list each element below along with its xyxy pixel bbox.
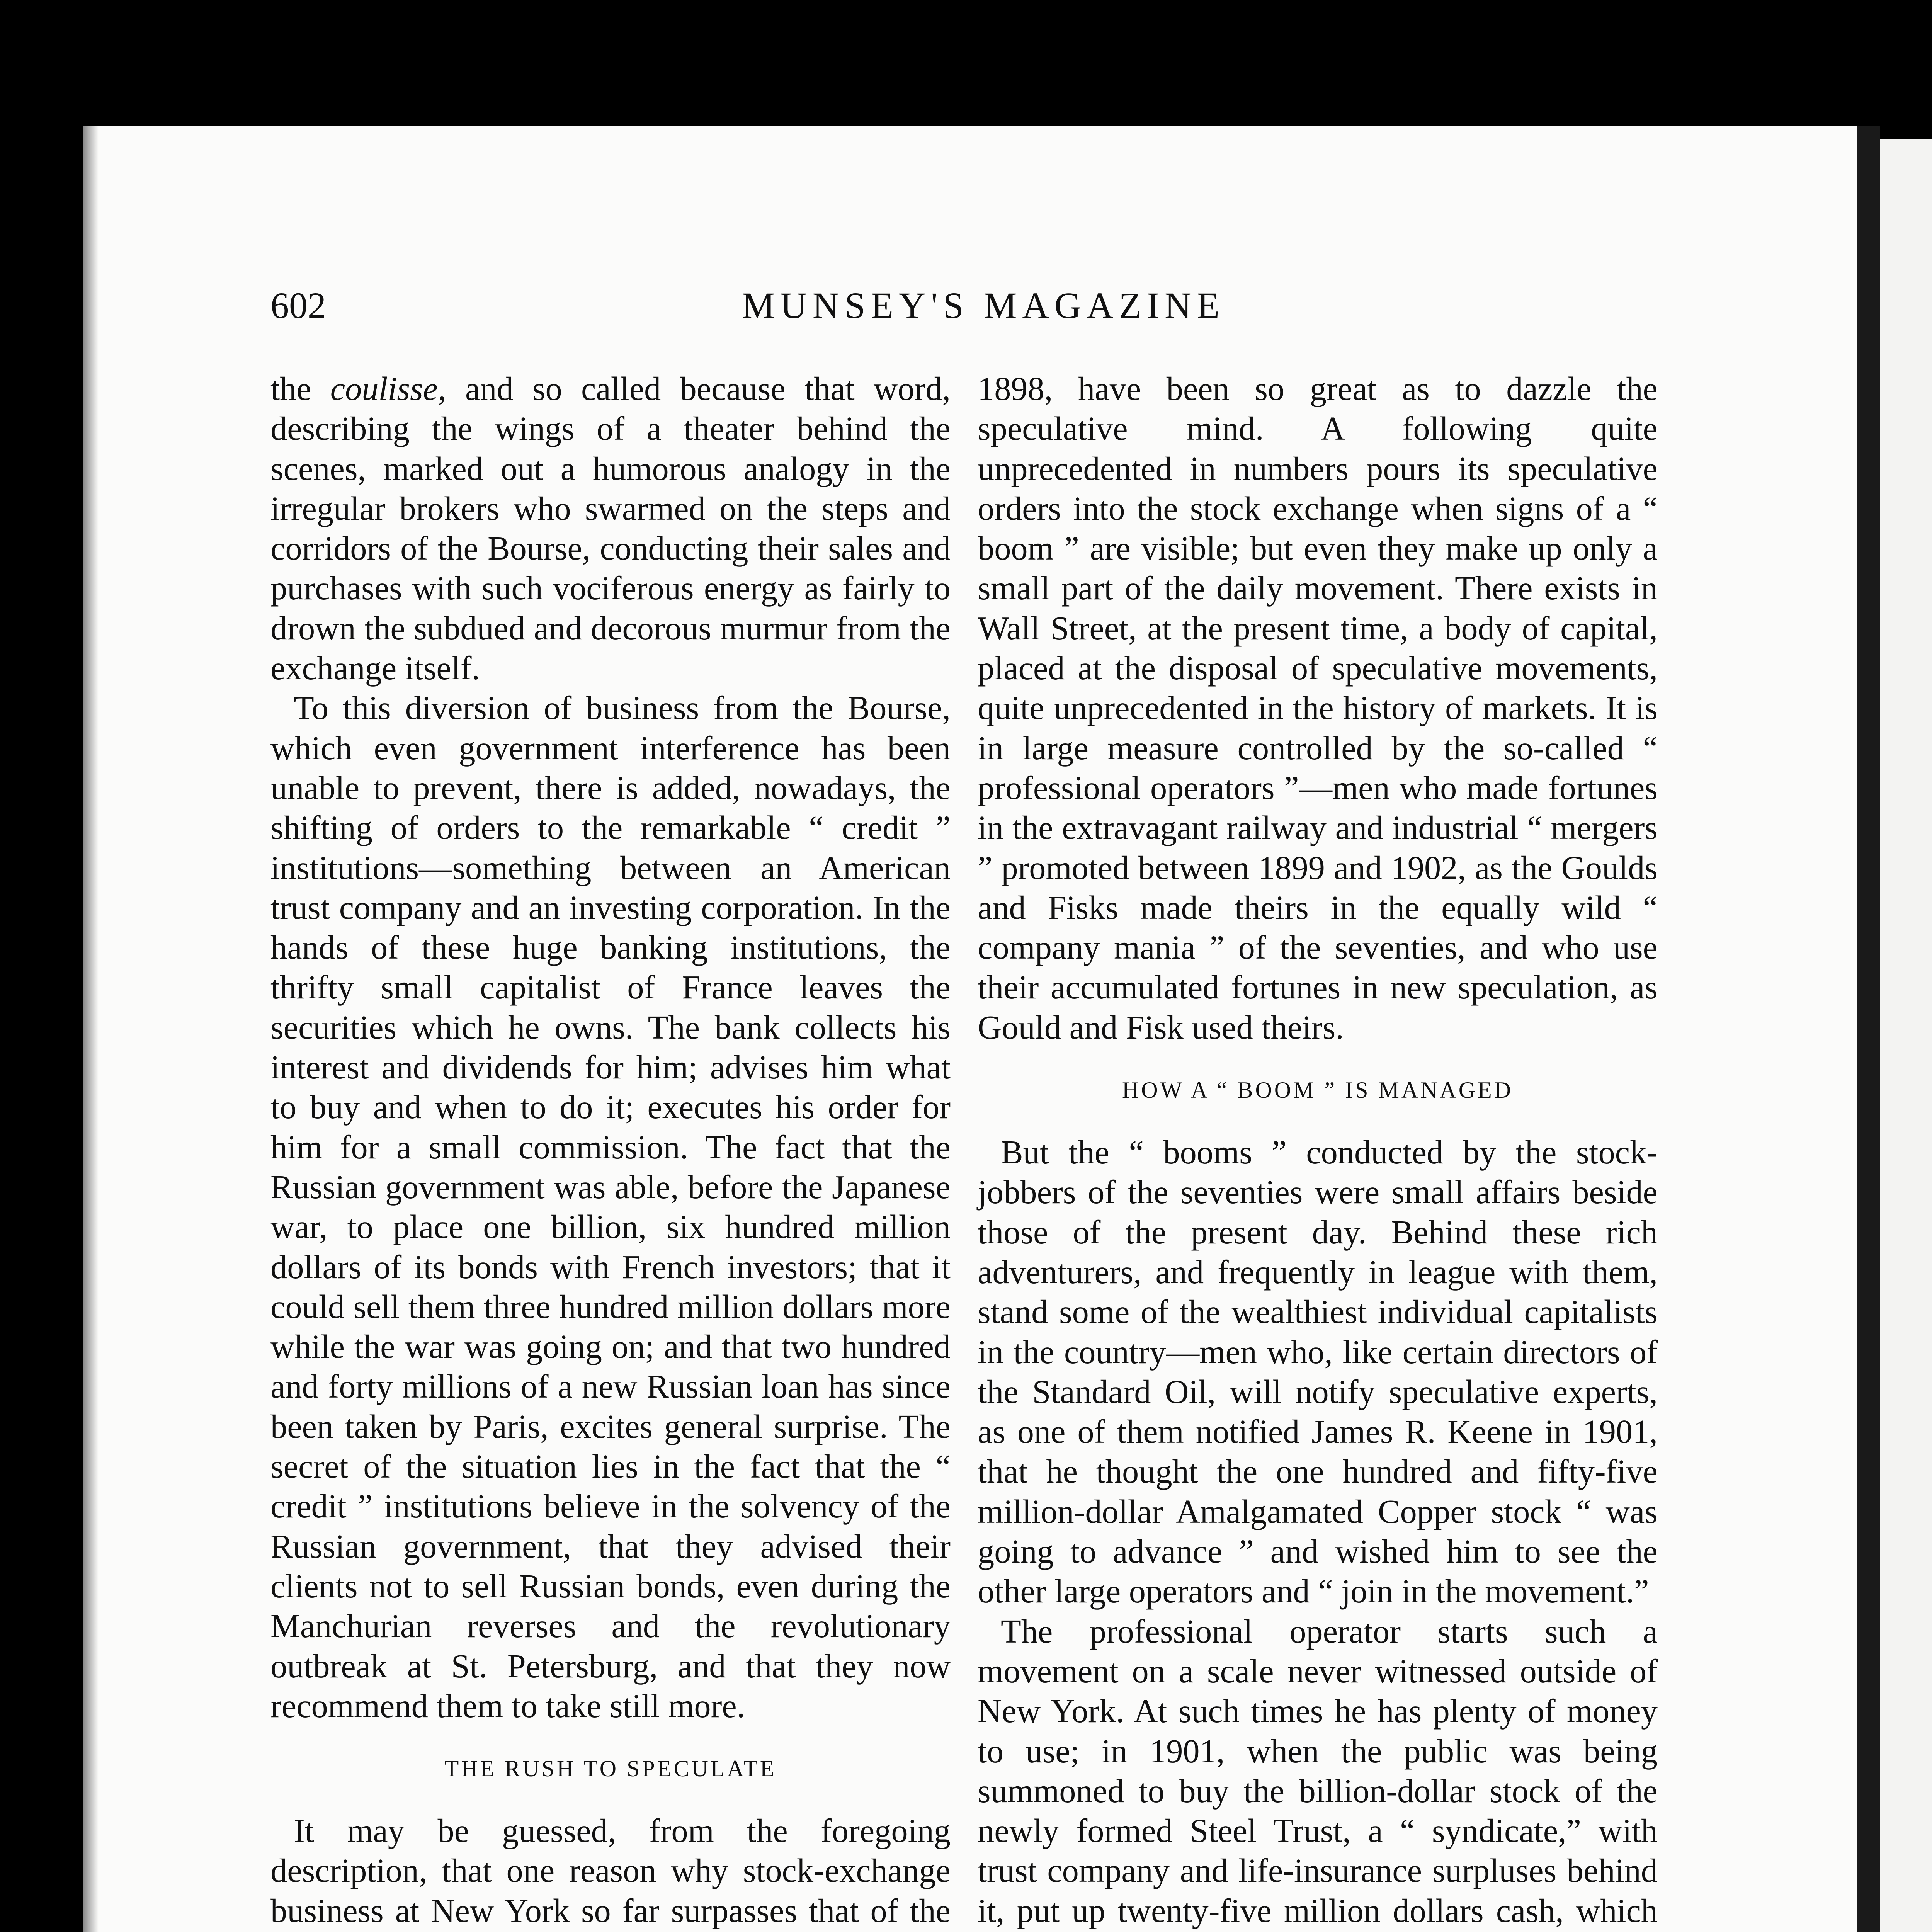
right-column (978, 369, 1658, 1932)
paragraph-text: and so called because that word, describing the wings of a theater behind the scenes, marked out a humorous analogy in the irregular brokers who swarmed on the steps and corridors of the Bourse, conducting their sales and purchases with such vociferous energy as fairly to drown the subdued and decorous murmur from the exchange itself. (270, 370, 951, 687)
page-edge (1857, 126, 1880, 1932)
magazine-title: MUNSEY'S MAGAZINE (742, 285, 1225, 326)
page-number: 602 (270, 285, 326, 326)
paragraph (270, 369, 951, 688)
paragraph: It may be guessed, from the foregoing description, that one reason why stock-exchange business at New York so far surpasses that of the (270, 1812, 951, 1929)
italic-term: coulisse, (330, 370, 446, 407)
paragraph: 1898, have been so great as to dazzle the speculative mind. A following quite unprecedented in numbers pours its speculative orders into the stock exchange when signs of a “ boom ” are visible; but even they make up only a small part of the daily movement. There exists in Wall Street, at the present time, a body of capital, placed at the disposal of speculative movements, quite unprecedented in the history of markets. It is in large measure controlled by the so-called “ professional operators ”—men who made fortunes in the extravagant railway and industrial “ mergers ” promoted between 1899 and 1902, as the Goulds and Fisks made theirs in the equally wild “ company mania ” of the seventies, and who use their accumulated fortunes in new speculation, as Gould and Fisk used theirs. (978, 370, 1658, 1046)
paragraph: The professional operator starts such a movement on a scale never witnessed outside of New York. At such times he has plenty of money to use; in 1901, when the public was being summoned to buy the billion-dollar stock of the newly formed Steel Trust, a “ syndicate,” with trust company and life-insurance surpluses behind it, put up twenty-five million dollars cash, which (978, 1612, 1658, 1929)
left-column (270, 369, 951, 1932)
running-head (270, 284, 1662, 338)
page-gutter-shadow (83, 126, 99, 1932)
section-heading: HOW A “ BOOM ” IS MANAGED (1122, 1077, 1514, 1103)
paragraph-text: the (270, 370, 330, 407)
paragraph: To this diversion of business from the Bourse, which even government interference has been unable to prevent, there is added, nowadays, the shifting of orders to the remarkable “ credit ” institutions—something between an American trust company and an investing corporation. In the hands of these huge banking institutions, the thrifty small capitalist of France leaves the securities which he owns. The bank collects his interest and dividends for him; advises him what to buy and when to do it; executes his order for him for a small commission. The fact that the Russian government was able, before the Japanese war, to place one billion, six hundred million dollars of its bonds with French investors; that it could sell them three hundred million dollars more while the war was going on; and that two hundred and forty millions of a new Russian loan has since been taken by Paris, excites general surprise. The secret of the situation lies in the fact that the “ credit ” institutions believe in the solvency of the Russian government, that they advised their clients not to sell Russian bonds, even during the Manchurian reverses and the revolutionary outbreak at St. Petersburg, and that they now recommend them to take still more. (270, 689, 951, 1725)
section-heading: THE RUSH TO SPECULATE (444, 1756, 777, 1782)
adjacent-page-strip (1880, 139, 1932, 1932)
paragraph: But the “ booms ” conducted by the stock-jobbers of the seventies were small affairs beside those of the present day. Behind these rich adventurers, and frequently in league with them, stand some of the wealthiest individual capitalists in the country—men who, like certain directors of the Standard Oil, will notify speculative experts, as one of them notified James R. Keene in 1901, that he thought the one hundred and fifty-five million-dollar Amalgamated Copper stock “ was going to advance ” and wished him to see the other large operators and “ join in the movement.” (978, 1134, 1658, 1610)
